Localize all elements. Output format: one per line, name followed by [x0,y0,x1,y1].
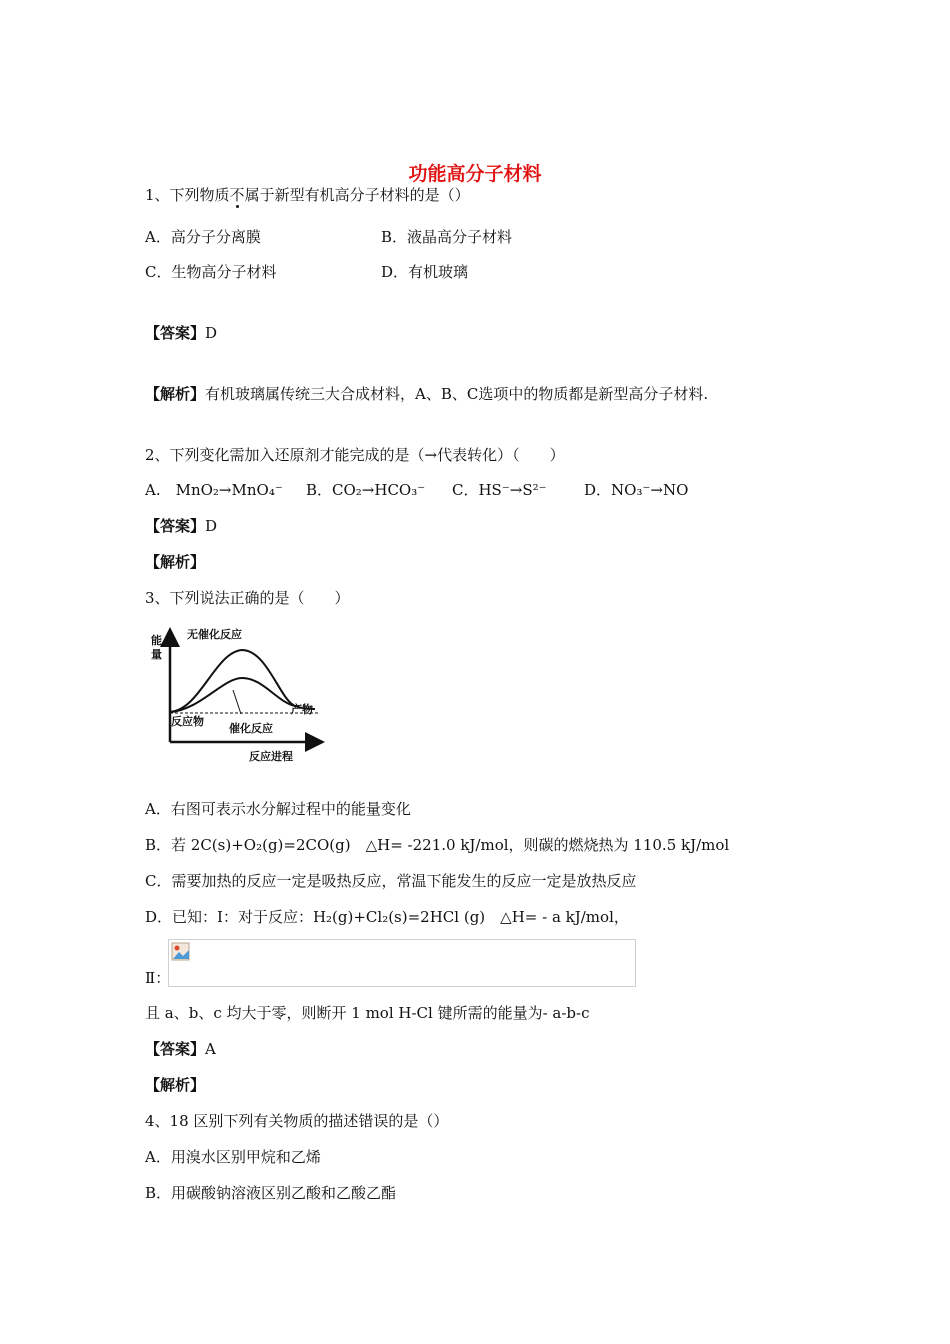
q1-stem-emphasis: 不 [229,186,245,204]
q3-option-d-part2-label: Ⅱ： [145,969,171,987]
q1-analysis-tag: 【解析】 [145,385,206,403]
missing-image-placeholder [168,939,636,987]
q2-answer [145,516,217,536]
q1-analysis-text: 有机玻璃属传统三大合成材料，A、B、C选项中的物质都是新型高分子材料. [205,385,709,403]
q2-option-c: C．HS⁻→S²⁻ [452,481,547,499]
q2-option-a: A. MnO₂→MnO₄⁻ [145,481,283,499]
q2-answer-tag: 【答案】 [145,517,206,535]
x-axis-label: 反应进程 [249,750,293,763]
q3-option-d: D．已知：Ⅰ：对于反应：H₂(g)+Cl₂(s)=2HCl (g) △H= - a kJ/mol， [145,908,629,926]
q2-stem: 2、下列变化需加入还原剂才能完成的是（→代表转化）（ ） [145,446,565,464]
energy-diagram [145,624,330,769]
q1-option-c: C．生物高分子材料 [145,263,277,281]
catalyzed-pointer [233,690,241,714]
q2-analysis-tag: 【解析】 [145,553,206,571]
q4-option-a: A．用溴水区别甲烷和乙烯 [145,1148,321,1166]
y-axis-label-2: 量 [151,648,162,661]
q1-stem-post: 属于新型有机高分子材料的是（） [244,186,470,204]
q2-answer-value: D [205,517,218,535]
q3-option-d-part3: 且 a、b、c 均大于零，则断开 1 mol H-Cl 键所需的能量为- a-b-c [145,1004,590,1022]
q3-answer [145,1039,216,1059]
q3-answer-value: A [205,1040,216,1058]
q3-answer-tag: 【答案】 [145,1040,206,1058]
reactant-label: 反应物 [171,715,204,728]
q1-answer-tag: 【答案】 [145,324,206,342]
q1-stem [145,185,470,205]
q1-option-d: D．有机玻璃 [381,263,469,281]
q4-stem: 4、18 区别下列有关物质的描述错误的是（） [145,1112,449,1130]
q1-answer-value: D [205,324,218,342]
q3-option-b: B．若 2C(s)+O₂(g)=2CO(g) △H= -221.0 kJ/mol，则碳的燃烧热为 110.5 kJ/mol [145,836,730,854]
q1-answer [145,323,217,343]
q2-option-b: B．CO₂→HCO₃⁻ [306,481,426,499]
q3-stem: 3、下列说法正确的是（ ） [145,589,350,607]
q3-analysis-tag: 【解析】 [145,1076,206,1094]
page-title: 功能高分子材料 [408,163,542,185]
product-label: 产物 [291,703,313,716]
q1-analysis [145,384,708,404]
q1-option-a: A．高分子分离膜 [145,228,261,246]
catalyzed-label: 催化反应 [229,722,273,735]
q2-option-d: D．NO₃⁻→NO [584,481,689,499]
q4-option-b: B．用碳酸钠溶液区别乙酸和乙酸乙酯 [145,1184,397,1202]
broken-image-icon [171,942,191,962]
q3-option-a: A．右图可表示水分解过程中的能量变化 [145,800,411,818]
q3-option-c: C．需要加热的反应一定是吸热反应，常温下能发生的反应一定是放热反应 [145,872,637,890]
y-axis-label-1: 能 [151,634,162,647]
q1-stem-pre: 1、下列物质 [145,186,230,204]
q1-option-b: B．液晶高分子材料 [381,228,513,246]
uncatalyzed-label: 无催化反应 [187,628,242,641]
